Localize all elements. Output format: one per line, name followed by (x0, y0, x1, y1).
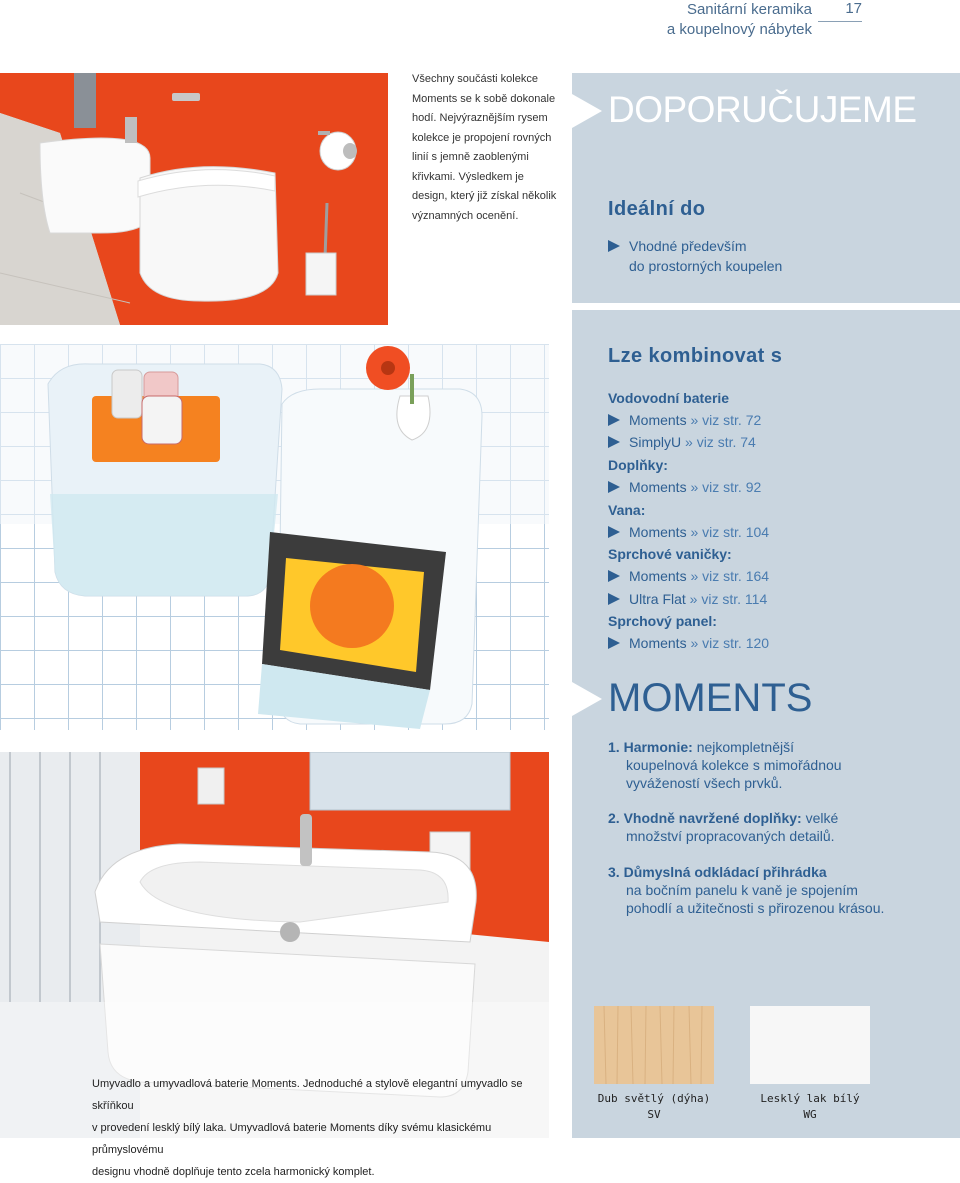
caption-line2: v provedení lesklý bílý laka. Umyvadlová baterie Moments díky svému klasickému průmyslovému (92, 1122, 492, 1156)
finish-label-oak (584, 1091, 724, 1123)
bullet-icon (608, 637, 620, 649)
point-text: na bočním panelu k vaně je spojením (626, 882, 858, 898)
intro-paragraph: Všechny součásti kolekce Moments se k sobě dokonale hodí. Nejvýraznějším rysem kolekce je propojení rovných linií s jemně zaoblenými křivkami. Výsledkem je design, který již získal několik významných ocenění. (412, 73, 557, 222)
bullet-icon (608, 526, 620, 538)
section-title-line1: Sanitární keramika (686, 1, 812, 18)
point-text: nejkompletnější (692, 739, 794, 755)
finish-swatch-oak[interactable] (594, 1006, 714, 1084)
point-text: vyvážeností všech prvků. (626, 775, 783, 791)
bullet-icon (608, 436, 620, 448)
item-name: Moments (629, 635, 687, 651)
finish-label-white (740, 1091, 880, 1123)
section-title (667, 0, 812, 40)
finish-code: SV (647, 1108, 661, 1121)
wood-grain-texture (594, 1006, 714, 1084)
caption-line1: Umyvadlo a umyvadlová baterie Moments. Jednoduché a stylově elegantní umyvadlo se skříňkou (92, 1078, 523, 1112)
item-name: Moments (629, 568, 687, 584)
arrow-icon (572, 682, 602, 716)
combine-item[interactable] (608, 476, 761, 498)
toilet-bidet-photo (0, 73, 388, 325)
page-ref-link[interactable]: » viz str. 120 (686, 635, 770, 651)
combine-item[interactable] (608, 632, 769, 654)
bullet-icon (608, 593, 620, 605)
combine-item[interactable] (608, 409, 761, 431)
storage-units-photo (0, 344, 549, 730)
page-ref-link[interactable]: » viz str. 74 (681, 434, 756, 450)
page-number: 17 (818, 0, 862, 22)
point-title: Harmonie: (623, 739, 693, 755)
point-title: Důmyslná odkládací přihrádka (623, 864, 827, 880)
ideal-title: Ideální do (608, 198, 706, 220)
feature-point-2 (608, 809, 948, 845)
photo-caption (92, 1073, 542, 1183)
item-name: Ultra Flat (629, 591, 686, 607)
ideal-line1 (608, 235, 747, 257)
page-ref-link[interactable]: » viz str. 104 (686, 524, 770, 540)
item-name: SimplyU (629, 434, 682, 450)
group-label-bath: Vana: (608, 502, 646, 518)
combine-item[interactable] (608, 565, 769, 587)
item-name: Moments (629, 524, 687, 540)
arrow-icon (572, 94, 602, 128)
point-number: 1. (608, 739, 620, 755)
combine-item[interactable] (608, 431, 756, 453)
point-title: Vhodně navržené doplňky: (623, 810, 802, 826)
caption-line3: designu vhodně doplňuje tento zcela harmonický komplet. (92, 1166, 375, 1178)
point-text: velké (801, 810, 839, 826)
group-label-shower-trays: Sprchové vaničky: (608, 546, 732, 562)
combine-title: Lze kombinovat s (608, 345, 783, 367)
bullet-icon (608, 570, 620, 582)
bullet-icon (608, 414, 620, 426)
group-label-accessories: Doplňky: (608, 457, 668, 473)
point-text: množství propracovaných detailů. (626, 828, 835, 844)
feature-point-1 (608, 738, 948, 792)
combine-item[interactable] (608, 588, 767, 610)
point-number: 2. (608, 810, 620, 826)
finish-swatch-white-gloss[interactable] (750, 1006, 870, 1084)
page-ref-link[interactable]: » viz str. 164 (686, 568, 770, 584)
combine-item[interactable] (608, 521, 769, 543)
section-title-line2: a koupelnový nábytek (666, 21, 812, 38)
feature-point-3 (608, 863, 953, 917)
point-number: 3. (608, 864, 620, 880)
moments-heading: MOMENTS (608, 676, 813, 720)
finish-name: Lesklý lak bílý (760, 1092, 860, 1105)
page-ref-link[interactable]: » viz str. 92 (686, 479, 762, 495)
ideal-line1-text: Vhodné především (629, 238, 747, 254)
point-text: pohodlí a užitečnosti s přirozenou krásou. (626, 900, 885, 916)
recommend-heading: DOPORUČUJEME (608, 89, 917, 130)
group-label-faucets: Vodovodní baterie (608, 390, 730, 406)
page-ref-link[interactable]: » viz str. 72 (686, 412, 762, 428)
item-name: Moments (629, 479, 687, 495)
group-label-shower-panel: Sprchový panel: (608, 613, 717, 629)
ideal-line2: do prostorných koupelen (629, 258, 783, 274)
bullet-icon (608, 240, 620, 252)
item-name: Moments (629, 412, 687, 428)
page-ref-link[interactable]: » viz str. 114 (685, 591, 768, 607)
point-text: koupelnová kolekce s mimořádnou (626, 757, 842, 773)
panel-divider (572, 303, 960, 310)
finish-code: WG (803, 1108, 817, 1121)
finish-name: Dub světlý (dýha) (597, 1092, 711, 1105)
bullet-icon (608, 481, 620, 493)
